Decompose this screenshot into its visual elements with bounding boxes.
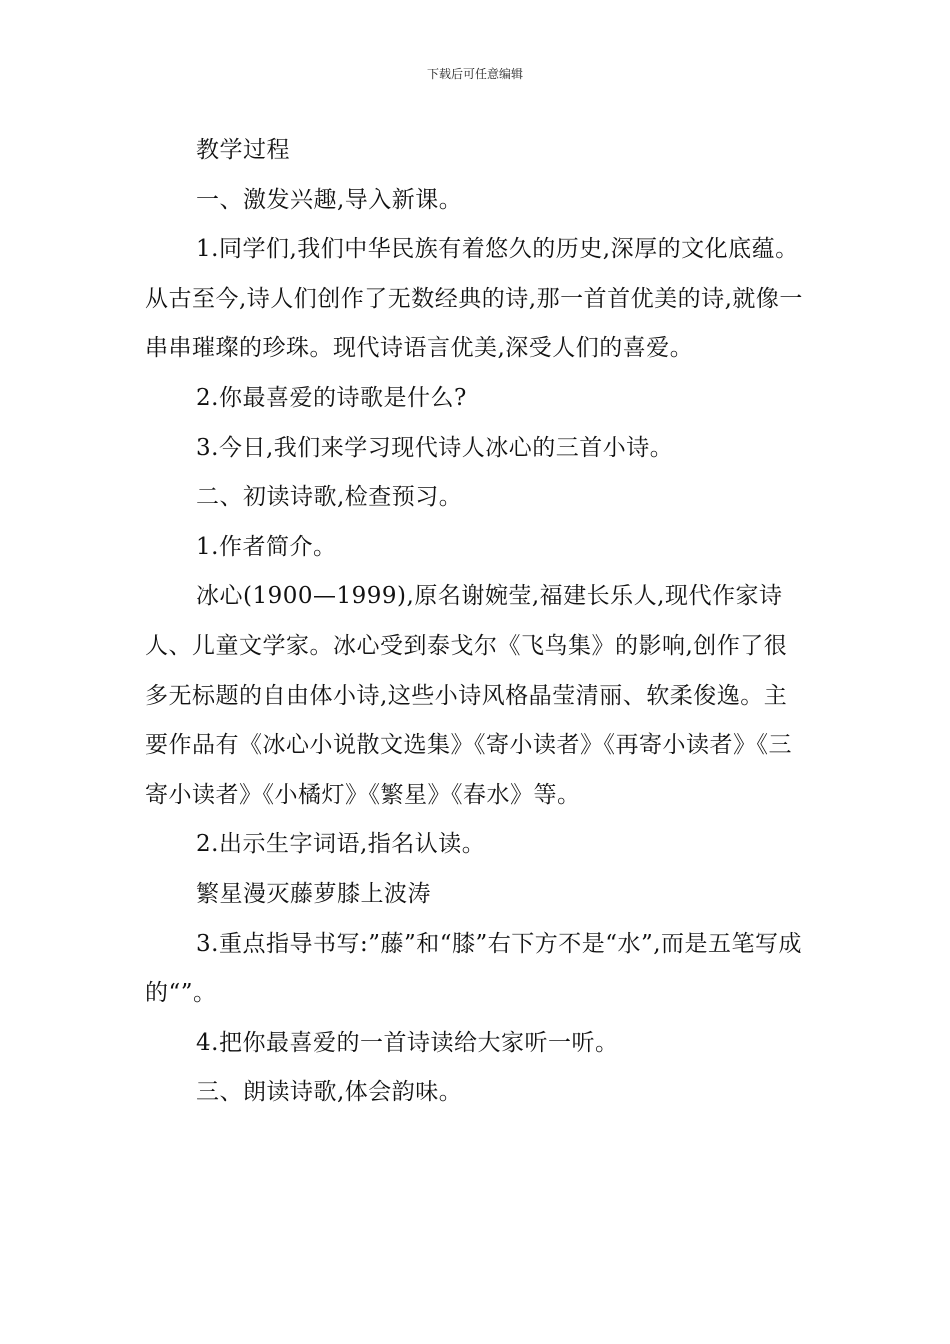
paragraph: 4.把你最喜爱的一首诗读给大家听一听。 — [196, 1029, 619, 1056]
section-title: 教学过程 — [196, 137, 290, 163]
section-heading-2: 二、初读诗歌,检查预习。 — [196, 484, 463, 511]
page-header: 下载后可任意编辑 — [426, 67, 523, 81]
document-body — [145, 126, 810, 1118]
section-heading-3: 三、朗读诗歌,体会韵味。 — [196, 1079, 463, 1106]
paragraph: 1.作者简介。 — [196, 533, 337, 560]
author-intro: 冰心(1900—1999),原名谢婉莹,福建长乐人,现代作家诗人、儿童文学家。冰心受到泰戈尔《飞鸟集》的影响,创作了很多无标题的自由体小诗,这些小诗风格晶莹清丽、软柔俊逸。主要作品有《冰心小说散文选集》《寄小读者》《再寄小读者》《三寄小读者》《小橘灯》《繁星》《春水》等。 — [145, 583, 792, 808]
paragraph: 2.你最喜爱的诗歌是什么? — [196, 384, 467, 411]
vocabulary-list: 繁星漫灭藤萝膝上波涛 — [196, 880, 431, 907]
paragraph: 3.今日,我们来学习现代诗人冰心的三首小诗。 — [196, 434, 674, 461]
paragraph: 3.重点指导书写:”藤”和“膝”右下方不是“水”,而是五笔写成的“”。 — [145, 930, 803, 1007]
paragraph: 2.出示生字词语,指名认读。 — [196, 831, 486, 858]
paragraph: 1.同学们,我们中华民族有着悠久的历史,深厚的文化底蕴。从古至今,诗人们创作了无数经典的诗,那一首首优美的诗,就像一串串璀璨的珍珠。现代诗语言优美,深受人们的喜爱。 — [145, 236, 803, 362]
section-heading-1: 一、激发兴趣,导入新课。 — [196, 186, 463, 213]
